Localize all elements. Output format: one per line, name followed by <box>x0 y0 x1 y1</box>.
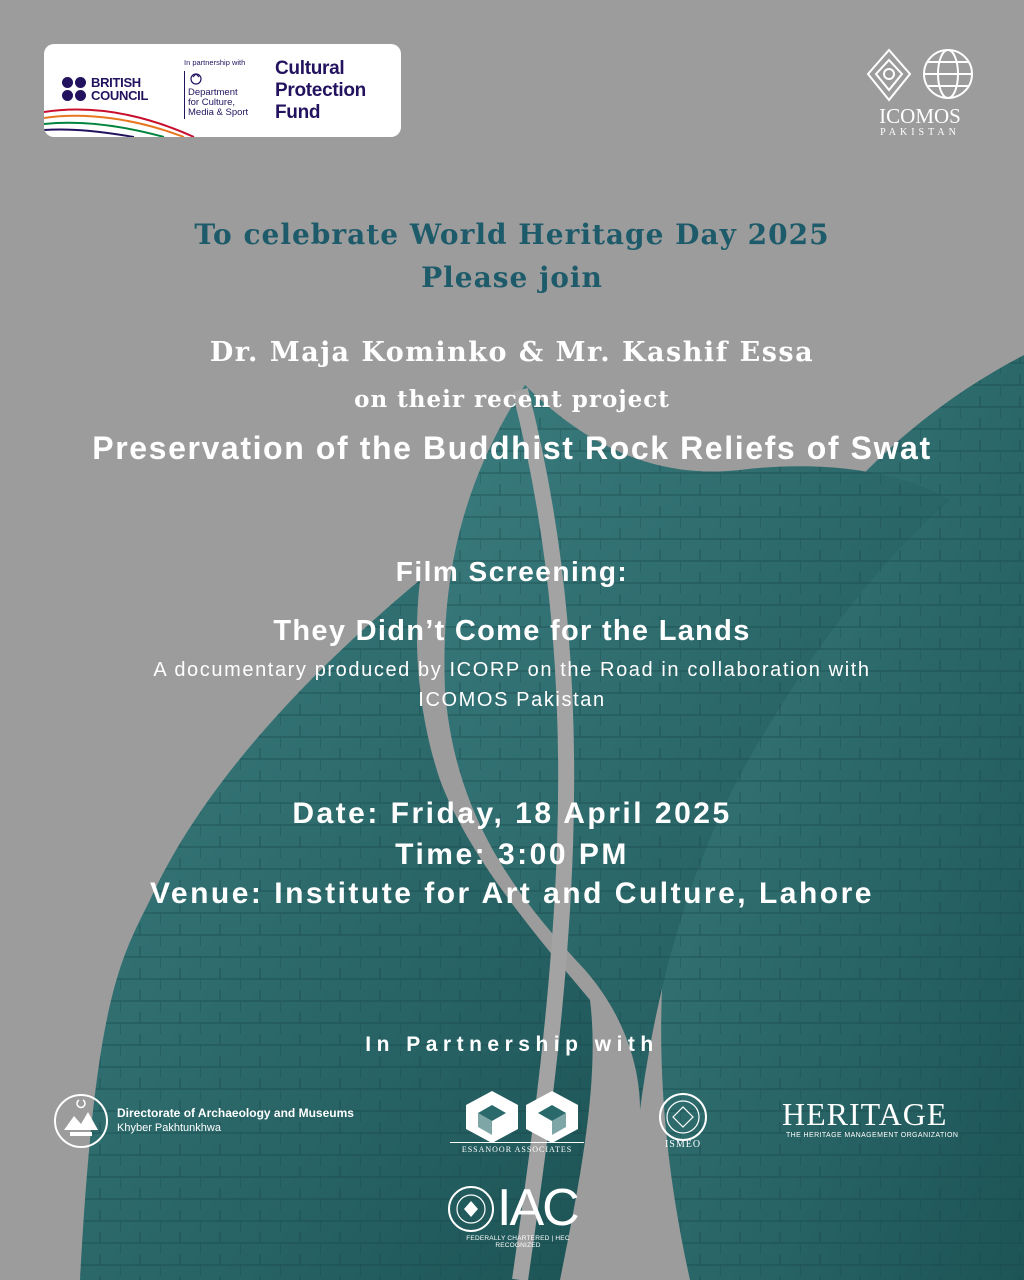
british-council-logo-icon <box>62 77 88 103</box>
film-description <box>0 655 1024 715</box>
heritage-wordmark: HERITAGE <box>782 1096 948 1132</box>
heritage-subtitle: THE HERITAGE MANAGEMENT ORGANIZATION <box>786 1132 959 1139</box>
decorative-swoosh <box>44 104 204 137</box>
essanoor-cube-logo-icon <box>462 1085 582 1143</box>
event-venue: Venue: Institute for Art and Culture, Lahore <box>150 877 874 910</box>
iac-subtitle: FEDERALLY CHARTERED | HEC RECOGNIZED <box>466 1235 570 1249</box>
project-intro-text: on their recent project <box>354 386 670 413</box>
celebrate-heading: To celebrate World Heritage Day 2025 <box>194 218 830 251</box>
royal-crest-icon <box>189 72 203 86</box>
icomos-wordmark: ICOMOS <box>879 104 961 128</box>
dcms-wordmark: Department for Culture, Media & Sport <box>188 87 249 118</box>
film-description-line: A documentary produced by ICORP on the Road in collaboration with <box>153 659 871 681</box>
please-join-heading: Please join <box>421 261 603 294</box>
film-screening-heading: Film Screening: <box>395 556 629 587</box>
film-description-line: ICOMOS Pakistan <box>418 689 606 711</box>
ismeo-seal-icon <box>657 1092 709 1142</box>
british-council-wordmark: BRITISH COUNCIL <box>91 75 149 103</box>
partners-heading: In Partnership with <box>365 1033 659 1056</box>
iac-wordmark: IAC <box>497 1179 578 1237</box>
speakers-names: Dr. Maja Kominko & Mr. Kashif Essa <box>209 337 815 368</box>
essanoor-label: ESSANOOR ASSOCIATES <box>450 1142 584 1154</box>
icomos-emblem-icon <box>862 48 976 104</box>
iac-seal-icon <box>446 1184 496 1234</box>
ismeo-label: ISMEO <box>664 1139 702 1150</box>
icomos-country-label: PAKISTAN <box>880 127 960 138</box>
event-time: Time: 3:00 PM <box>395 838 629 871</box>
dam-subtitle: Khyber Pakhtunkhwa <box>117 1122 221 1134</box>
cultural-protection-fund-wordmark: Cultural Protection Fund <box>275 58 366 123</box>
event-date: Date: Friday, 18 April 2025 <box>292 797 732 830</box>
dam-title: Directorate of Archaeology and Museums <box>117 1106 354 1120</box>
in-partnership-label: In partnership with <box>184 58 246 67</box>
sponsor-logos-card <box>44 44 401 137</box>
project-title: Preservation of the Buddhist Rock Reliefs of Swat <box>92 430 932 466</box>
kp-government-emblem-icon <box>52 1092 110 1150</box>
film-title: They Didn’t Come for the Lands <box>273 615 751 647</box>
